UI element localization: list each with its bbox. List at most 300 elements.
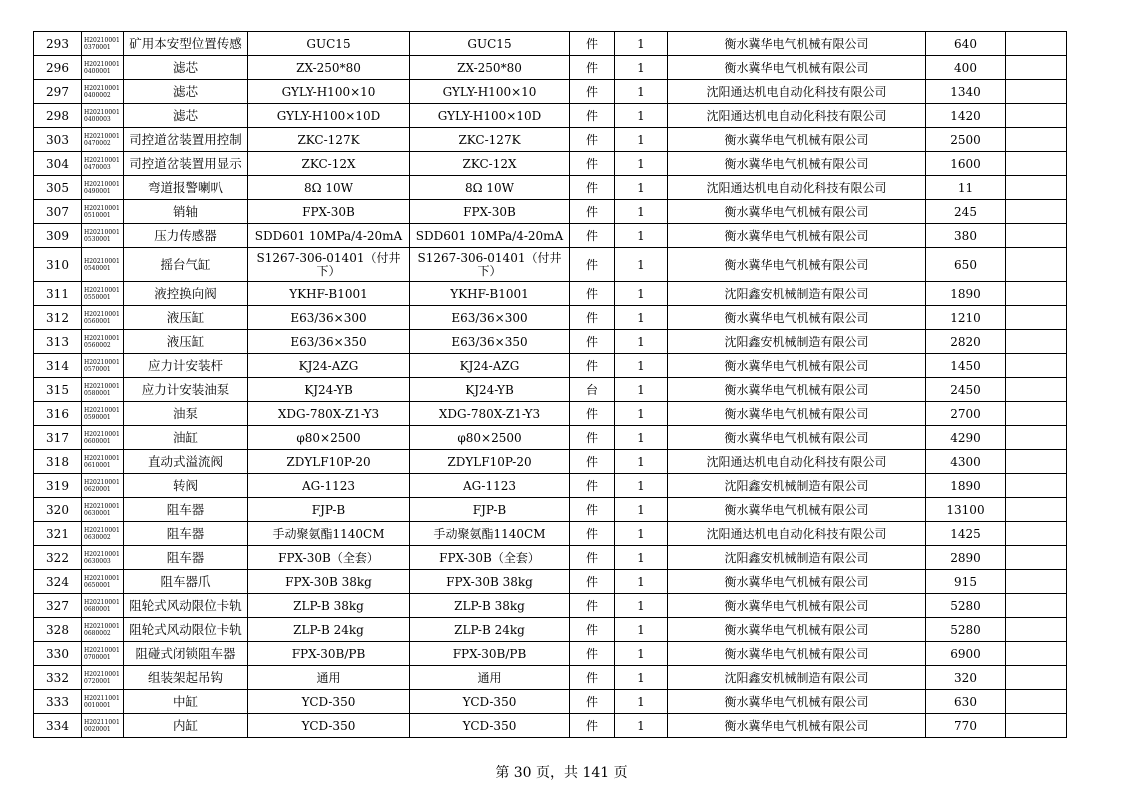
unit-cell: 件: [570, 330, 615, 354]
price-cell: 2450: [926, 378, 1006, 402]
item-name: 弯道报警喇叭: [124, 176, 248, 200]
table-row: [34, 450, 1067, 474]
model-cell: GUC15: [410, 32, 570, 56]
quantity-cell: 1: [615, 450, 668, 474]
model-cell: FJP-B: [410, 498, 570, 522]
supplier-cell: 衡水冀华电气机械有限公司: [668, 570, 926, 594]
spec-cell: YKHF-B1001: [248, 282, 410, 306]
model-cell: E63/36×300: [410, 306, 570, 330]
price-cell: 6900: [926, 642, 1006, 666]
remark-cell: [1006, 80, 1067, 104]
remark-cell: [1006, 248, 1067, 282]
price-cell: 1425: [926, 522, 1006, 546]
price-cell: 2820: [926, 330, 1006, 354]
quantity-cell: 1: [615, 282, 668, 306]
model-cell: FPX-30B 38kg: [410, 570, 570, 594]
price-cell: 1600: [926, 152, 1006, 176]
price-cell: 380: [926, 224, 1006, 248]
price-cell: 4290: [926, 426, 1006, 450]
item-name: 矿用本安型位置传感: [124, 32, 248, 56]
item-code: H20210001 0560001: [82, 306, 124, 330]
remark-cell: [1006, 594, 1067, 618]
spec-cell: YCD-350: [248, 690, 410, 714]
supplier-cell: 衡水冀华电气机械有限公司: [668, 32, 926, 56]
remark-cell: [1006, 522, 1067, 546]
item-code: H20210001 0490001: [82, 176, 124, 200]
item-code: H20210001 0510001: [82, 200, 124, 224]
quantity-cell: 1: [615, 714, 668, 738]
spec-cell: φ80×2500: [248, 426, 410, 450]
price-table: [33, 31, 1067, 738]
supplier-cell: 衡水冀华电气机械有限公司: [668, 642, 926, 666]
remark-cell: [1006, 152, 1067, 176]
model-cell: ZDYLF10P-20: [410, 450, 570, 474]
remark-cell: [1006, 618, 1067, 642]
supplier-cell: 沈阳鑫安机械制造有限公司: [668, 546, 926, 570]
unit-cell: 件: [570, 248, 615, 282]
spec-cell: ZKC-127K: [248, 128, 410, 152]
item-code: H20210001 0630003: [82, 546, 124, 570]
remark-cell: [1006, 378, 1067, 402]
item-name: 滤芯: [124, 104, 248, 128]
unit-cell: 件: [570, 56, 615, 80]
price-cell: 13100: [926, 498, 1006, 522]
table-row: [34, 378, 1067, 402]
price-cell: 320: [926, 666, 1006, 690]
supplier-cell: 衡水冀华电气机械有限公司: [668, 690, 926, 714]
table-row: [34, 666, 1067, 690]
remark-cell: [1006, 306, 1067, 330]
model-cell: GYLY-H100×10: [410, 80, 570, 104]
supplier-cell: 沈阳通达机电自动化科技有限公司: [668, 450, 926, 474]
item-name: 阻车器: [124, 522, 248, 546]
quantity-cell: 1: [615, 176, 668, 200]
unit-cell: 件: [570, 152, 615, 176]
table-row: [34, 474, 1067, 498]
row-number: 307: [34, 200, 82, 224]
row-number: 305: [34, 176, 82, 200]
item-name: 压力传感器: [124, 224, 248, 248]
quantity-cell: 1: [615, 80, 668, 104]
spec-cell: FPX-30B 38kg: [248, 570, 410, 594]
row-number: 293: [34, 32, 82, 56]
item-code: H20210001 0630001: [82, 498, 124, 522]
supplier-cell: 衡水冀华电气机械有限公司: [668, 714, 926, 738]
quantity-cell: 1: [615, 128, 668, 152]
table-row: [34, 200, 1067, 224]
remark-cell: [1006, 426, 1067, 450]
table-row: [34, 248, 1067, 282]
model-cell: YCD-350: [410, 714, 570, 738]
table-row: [34, 642, 1067, 666]
item-name: 内缸: [124, 714, 248, 738]
item-name: 阻轮式风动限位卡轨: [124, 594, 248, 618]
remark-cell: [1006, 474, 1067, 498]
price-cell: 640: [926, 32, 1006, 56]
item-code: H20210001 0680001: [82, 594, 124, 618]
row-number: 317: [34, 426, 82, 450]
spec-cell: ZX-250*80: [248, 56, 410, 80]
row-number: 332: [34, 666, 82, 690]
row-number: 321: [34, 522, 82, 546]
item-code: H20210001 0400001: [82, 56, 124, 80]
item-name: 组装架起吊钩: [124, 666, 248, 690]
row-number: 313: [34, 330, 82, 354]
item-name: 液压缸: [124, 306, 248, 330]
quantity-cell: 1: [615, 474, 668, 498]
row-number: 296: [34, 56, 82, 80]
model-cell: SDD601 10MPa/4-20mA: [410, 224, 570, 248]
row-number: 309: [34, 224, 82, 248]
item-name: 滤芯: [124, 56, 248, 80]
item-name: 液控换向阀: [124, 282, 248, 306]
model-cell: 手动聚氨酯1140CM: [410, 522, 570, 546]
supplier-cell: 衡水冀华电气机械有限公司: [668, 426, 926, 450]
unit-cell: 件: [570, 450, 615, 474]
unit-cell: 件: [570, 306, 615, 330]
item-name: 中缸: [124, 690, 248, 714]
supplier-cell: 衡水冀华电气机械有限公司: [668, 354, 926, 378]
quantity-cell: 1: [615, 570, 668, 594]
spec-cell: ZLP-B 24kg: [248, 618, 410, 642]
table-row: [34, 152, 1067, 176]
supplier-cell: 衡水冀华电气机械有限公司: [668, 498, 926, 522]
spec-cell: 8Ω 10W: [248, 176, 410, 200]
model-cell: XDG-780X-Z1-Y3: [410, 402, 570, 426]
item-name: 司控道岔装置用显示: [124, 152, 248, 176]
item-name: 油缸: [124, 426, 248, 450]
unit-cell: 件: [570, 618, 615, 642]
row-number: 298: [34, 104, 82, 128]
quantity-cell: 1: [615, 56, 668, 80]
row-number: 318: [34, 450, 82, 474]
spec-cell: KJ24-AZG: [248, 354, 410, 378]
supplier-cell: 衡水冀华电气机械有限公司: [668, 402, 926, 426]
row-number: 312: [34, 306, 82, 330]
quantity-cell: 1: [615, 248, 668, 282]
price-cell: 650: [926, 248, 1006, 282]
item-code: H20210001 0470002: [82, 128, 124, 152]
item-name: 司控道岔装置用控制: [124, 128, 248, 152]
spec-cell: 通用: [248, 666, 410, 690]
remark-cell: [1006, 176, 1067, 200]
quantity-cell: 1: [615, 546, 668, 570]
spec-cell: AG-1123: [248, 474, 410, 498]
quantity-cell: 1: [615, 690, 668, 714]
supplier-cell: 沈阳通达机电自动化科技有限公司: [668, 80, 926, 104]
model-cell: AG-1123: [410, 474, 570, 498]
table-row: [34, 498, 1067, 522]
price-cell: 1210: [926, 306, 1006, 330]
model-cell: FPX-30B/PB: [410, 642, 570, 666]
price-cell: 1890: [926, 282, 1006, 306]
table-row: [34, 570, 1067, 594]
unit-cell: 件: [570, 80, 615, 104]
item-code: H20210001 0590001: [82, 402, 124, 426]
remark-cell: [1006, 690, 1067, 714]
supplier-cell: 衡水冀华电气机械有限公司: [668, 128, 926, 152]
model-cell: φ80×2500: [410, 426, 570, 450]
row-number: 319: [34, 474, 82, 498]
price-cell: 1890: [926, 474, 1006, 498]
supplier-cell: 衡水冀华电气机械有限公司: [668, 248, 926, 282]
unit-cell: 件: [570, 32, 615, 56]
model-cell: ZKC-127K: [410, 128, 570, 152]
table-row: [34, 282, 1067, 306]
price-cell: 11: [926, 176, 1006, 200]
remark-cell: [1006, 450, 1067, 474]
item-code: H20210001 0470003: [82, 152, 124, 176]
spec-cell: E63/36×350: [248, 330, 410, 354]
item-code: H20210001 0550001: [82, 282, 124, 306]
unit-cell: 件: [570, 128, 615, 152]
price-cell: 770: [926, 714, 1006, 738]
item-name: 摇台气缸: [124, 248, 248, 282]
item-code: H20210001 0650001: [82, 570, 124, 594]
price-cell: 1340: [926, 80, 1006, 104]
table-row: [34, 546, 1067, 570]
supplier-cell: 衡水冀华电气机械有限公司: [668, 200, 926, 224]
unit-cell: 件: [570, 474, 615, 498]
remark-cell: [1006, 714, 1067, 738]
quantity-cell: 1: [615, 354, 668, 378]
remark-cell: [1006, 56, 1067, 80]
price-cell: 1420: [926, 104, 1006, 128]
quantity-cell: 1: [615, 330, 668, 354]
item-code: H20210001 0620001: [82, 474, 124, 498]
row-number: 314: [34, 354, 82, 378]
unit-cell: 件: [570, 200, 615, 224]
remark-cell: [1006, 402, 1067, 426]
item-name: 液压缸: [124, 330, 248, 354]
supplier-cell: 衡水冀华电气机械有限公司: [668, 56, 926, 80]
row-number: 330: [34, 642, 82, 666]
unit-cell: 台: [570, 378, 615, 402]
table-row: [34, 618, 1067, 642]
remark-cell: [1006, 546, 1067, 570]
spec-cell: ZDYLF10P-20: [248, 450, 410, 474]
unit-cell: 件: [570, 546, 615, 570]
spec-cell: FJP-B: [248, 498, 410, 522]
quantity-cell: 1: [615, 32, 668, 56]
table-row: [34, 104, 1067, 128]
remark-cell: [1006, 642, 1067, 666]
table-row: [34, 714, 1067, 738]
item-code: H20210001 0570001: [82, 354, 124, 378]
table-row: [34, 330, 1067, 354]
unit-cell: 件: [570, 714, 615, 738]
quantity-cell: 1: [615, 666, 668, 690]
remark-cell: [1006, 330, 1067, 354]
row-number: 303: [34, 128, 82, 152]
quantity-cell: 1: [615, 200, 668, 224]
table-row: [34, 306, 1067, 330]
item-code: H20210001 0400003: [82, 104, 124, 128]
item-code: H20210001 0400002: [82, 80, 124, 104]
spec-cell: ZLP-B 38kg: [248, 594, 410, 618]
supplier-cell: 沈阳鑫安机械制造有限公司: [668, 330, 926, 354]
model-cell: ZKC-12X: [410, 152, 570, 176]
item-code: H20210001 0560002: [82, 330, 124, 354]
spec-cell: 手动聚氨酯1140CM: [248, 522, 410, 546]
table-row: [34, 224, 1067, 248]
quantity-cell: 1: [615, 402, 668, 426]
row-number: 304: [34, 152, 82, 176]
item-code: H20210001 0720001: [82, 666, 124, 690]
unit-cell: 件: [570, 498, 615, 522]
price-cell: 5280: [926, 594, 1006, 618]
unit-cell: 件: [570, 224, 615, 248]
unit-cell: 件: [570, 570, 615, 594]
remark-cell: [1006, 128, 1067, 152]
spec-cell: KJ24-YB: [248, 378, 410, 402]
row-number: 315: [34, 378, 82, 402]
model-cell: 通用: [410, 666, 570, 690]
remark-cell: [1006, 282, 1067, 306]
supplier-cell: 衡水冀华电气机械有限公司: [668, 306, 926, 330]
table-row: [34, 594, 1067, 618]
model-cell: ZLP-B 38kg: [410, 594, 570, 618]
price-cell: 2700: [926, 402, 1006, 426]
spec-cell: XDG-780X-Z1-Y3: [248, 402, 410, 426]
table-row: [34, 354, 1067, 378]
item-name: 应力计安装杆: [124, 354, 248, 378]
item-name: 销轴: [124, 200, 248, 224]
unit-cell: 件: [570, 354, 615, 378]
item-code: H20210001 0680002: [82, 618, 124, 642]
supplier-cell: 沈阳通达机电自动化科技有限公司: [668, 104, 926, 128]
supplier-cell: 沈阳鑫安机械制造有限公司: [668, 474, 926, 498]
model-cell: YKHF-B1001: [410, 282, 570, 306]
model-cell: FPX-30B: [410, 200, 570, 224]
page-footer: 第 30 页，共 141 页: [495, 765, 628, 781]
model-cell: KJ24-AZG: [410, 354, 570, 378]
item-name: 油泵: [124, 402, 248, 426]
quantity-cell: 1: [615, 104, 668, 128]
unit-cell: 件: [570, 690, 615, 714]
item-name: 阻车器: [124, 498, 248, 522]
item-code: H20211001 0020001: [82, 714, 124, 738]
item-code: H20210001 0700001: [82, 642, 124, 666]
row-number: 297: [34, 80, 82, 104]
spec-cell: S1267-306-01401（付井下）: [248, 248, 410, 282]
model-cell: GYLY-H100×10D: [410, 104, 570, 128]
table-row: [34, 176, 1067, 200]
quantity-cell: 1: [615, 378, 668, 402]
supplier-cell: 沈阳鑫安机械制造有限公司: [668, 282, 926, 306]
quantity-cell: 1: [615, 498, 668, 522]
table-body: [34, 32, 1067, 738]
quantity-cell: 1: [615, 152, 668, 176]
row-number: 311: [34, 282, 82, 306]
spec-cell: GYLY-H100×10D: [248, 104, 410, 128]
spec-cell: FPX-30B: [248, 200, 410, 224]
item-name: 阻车器: [124, 546, 248, 570]
table-row: [34, 56, 1067, 80]
table-row: [34, 80, 1067, 104]
model-cell: KJ24-YB: [410, 378, 570, 402]
item-name: 阻车器爪: [124, 570, 248, 594]
supplier-cell: 衡水冀华电气机械有限公司: [668, 152, 926, 176]
quantity-cell: 1: [615, 642, 668, 666]
supplier-cell: 衡水冀华电气机械有限公司: [668, 618, 926, 642]
spec-cell: SDD601 10MPa/4-20mA: [248, 224, 410, 248]
row-number: 328: [34, 618, 82, 642]
price-cell: 4300: [926, 450, 1006, 474]
item-code: H20210001 0540001: [82, 248, 124, 282]
quantity-cell: 1: [615, 522, 668, 546]
supplier-cell: 沈阳鑫安机械制造有限公司: [668, 666, 926, 690]
supplier-cell: 衡水冀华电气机械有限公司: [668, 594, 926, 618]
remark-cell: [1006, 354, 1067, 378]
model-cell: YCD-350: [410, 690, 570, 714]
model-cell: S1267-306-01401（付井下）: [410, 248, 570, 282]
item-name: 滤芯: [124, 80, 248, 104]
unit-cell: 件: [570, 522, 615, 546]
table-row: [34, 522, 1067, 546]
quantity-cell: 1: [615, 618, 668, 642]
item-code: H20210001 0530001: [82, 224, 124, 248]
remark-cell: [1006, 666, 1067, 690]
model-cell: ZLP-B 24kg: [410, 618, 570, 642]
price-cell: 400: [926, 56, 1006, 80]
spec-cell: E63/36×300: [248, 306, 410, 330]
unit-cell: 件: [570, 176, 615, 200]
row-number: 327: [34, 594, 82, 618]
item-name: 应力计安装油泵: [124, 378, 248, 402]
item-code: H20210001 0630002: [82, 522, 124, 546]
spec-cell: GUC15: [248, 32, 410, 56]
item-name: 阻轮式风动限位卡轨: [124, 618, 248, 642]
price-cell: 2890: [926, 546, 1006, 570]
quantity-cell: 1: [615, 426, 668, 450]
model-cell: E63/36×350: [410, 330, 570, 354]
remark-cell: [1006, 570, 1067, 594]
unit-cell: 件: [570, 594, 615, 618]
quantity-cell: 1: [615, 306, 668, 330]
model-cell: 8Ω 10W: [410, 176, 570, 200]
model-cell: FPX-30B（全套）: [410, 546, 570, 570]
table-row: [34, 32, 1067, 56]
spec-cell: ZKC-12X: [248, 152, 410, 176]
spec-cell: GYLY-H100×10: [248, 80, 410, 104]
supplier-cell: 沈阳通达机电自动化科技有限公司: [668, 522, 926, 546]
unit-cell: 件: [570, 282, 615, 306]
item-code: H20210001 0370001: [82, 32, 124, 56]
row-number: 316: [34, 402, 82, 426]
row-number: 320: [34, 498, 82, 522]
unit-cell: 件: [570, 666, 615, 690]
item-name: 阻碰式闭锁阻车器: [124, 642, 248, 666]
unit-cell: 件: [570, 642, 615, 666]
price-cell: 1450: [926, 354, 1006, 378]
row-number: 334: [34, 714, 82, 738]
remark-cell: [1006, 224, 1067, 248]
supplier-cell: 沈阳通达机电自动化科技有限公司: [668, 176, 926, 200]
item-code: H20210001 0580001: [82, 378, 124, 402]
table-row: [34, 690, 1067, 714]
price-cell: 245: [926, 200, 1006, 224]
row-number: 324: [34, 570, 82, 594]
remark-cell: [1006, 498, 1067, 522]
unit-cell: 件: [570, 104, 615, 128]
unit-cell: 件: [570, 426, 615, 450]
table-row: [34, 128, 1067, 152]
item-code: H20211001 0010001: [82, 690, 124, 714]
item-code: H20210001 0610001: [82, 450, 124, 474]
quantity-cell: 1: [615, 594, 668, 618]
table-row: [34, 426, 1067, 450]
